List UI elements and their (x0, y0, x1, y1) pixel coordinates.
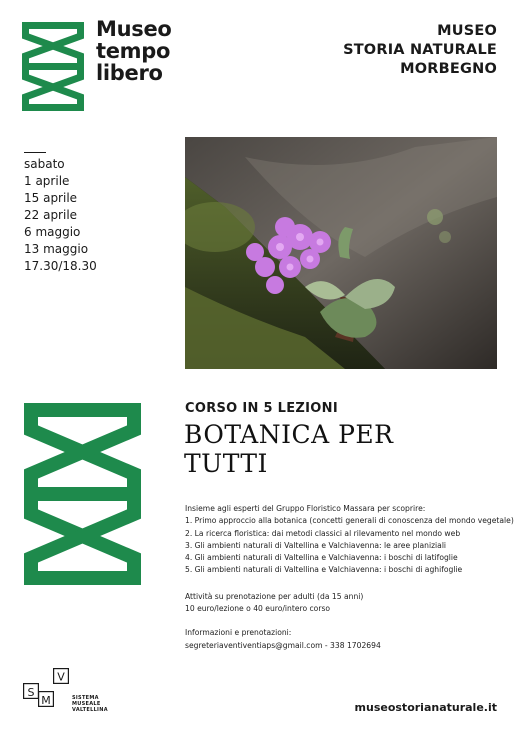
lesson-item: 2. La ricerca floristica: dai metodi classici al rilevamento nel mondo web (185, 528, 461, 538)
contact-details[interactable]: segreteriaventiventiaps@gmail.com - 338 1702694 (185, 640, 381, 650)
course-title-line-1: BOTANICA PER (184, 420, 394, 449)
smv-logo (23, 668, 69, 714)
schedule-date: 6 maggio (24, 225, 81, 239)
booking-info: Attività su prenotazione per adulti (da 15 anni) (185, 591, 364, 601)
logo-line-1: Museo (96, 17, 172, 41)
museum-name (343, 22, 497, 79)
smv-caption (72, 695, 108, 713)
smv-letter-s: S (27, 686, 35, 699)
schedule-date: 1 aprile (24, 174, 70, 188)
schedule-date: 15 aprile (24, 191, 78, 205)
price-info: 10 euro/lezione o 40 euro/intero corso (185, 604, 331, 614)
course-title (184, 420, 393, 478)
smv-line: VALTELLINA (72, 707, 108, 713)
smv-line: MUSEALE (72, 701, 101, 707)
smv-line: SISTEMA (72, 695, 99, 701)
logo-line-3: libero (96, 61, 163, 85)
lesson-item: 3. Gli ambienti naturali di Valtellina e Valchiavenna: le aree planiziali (185, 540, 447, 550)
logo-wordmark (96, 18, 172, 84)
museum-line-1: MUSEO (437, 23, 497, 39)
museum-line-2: STORIA NATURALE (343, 42, 497, 58)
smv-letter-v: V (57, 670, 65, 684)
contact-heading: Informazioni e prenotazioni: (185, 628, 292, 638)
flower-photo (185, 137, 497, 369)
museo-tempo-libero-logo-mark (22, 22, 84, 111)
museum-line-3: MORBEGNO (400, 61, 497, 77)
course-title-line-2: TUTTI (184, 449, 268, 478)
schedule-time: 17.30/18.30 (24, 259, 97, 273)
large-logo-mark (24, 403, 141, 585)
smv-letter-m: M (41, 694, 51, 707)
schedule-day: sabato (24, 157, 65, 171)
intro-text: Insieme agli esperti del Gruppo Floristico Massara per scoprire: (185, 504, 426, 513)
schedule-list (24, 156, 97, 275)
schedule-date: 13 maggio (24, 242, 89, 256)
lesson-item: 4. Gli ambienti naturali di Valtellina e Valchiavenna: i boschi di latifoglie (185, 553, 458, 563)
lesson-item: 5. Gli ambienti naturali di Valtellina e Valchiavenna: i boschi di aghifoglie (185, 565, 463, 575)
course-description (185, 503, 515, 652)
website-link[interactable]: museostorianaturale.it (354, 701, 497, 714)
lesson-item: 1. Primo approccio alla botanica (concetti generali di conoscenza del mondo vegetale) (185, 516, 514, 526)
course-subtitle: CORSO IN 5 LEZIONI (185, 401, 338, 416)
schedule-divider (24, 152, 46, 153)
logo-line-2: tempo (96, 39, 171, 63)
schedule-date: 22 aprile (24, 208, 78, 222)
